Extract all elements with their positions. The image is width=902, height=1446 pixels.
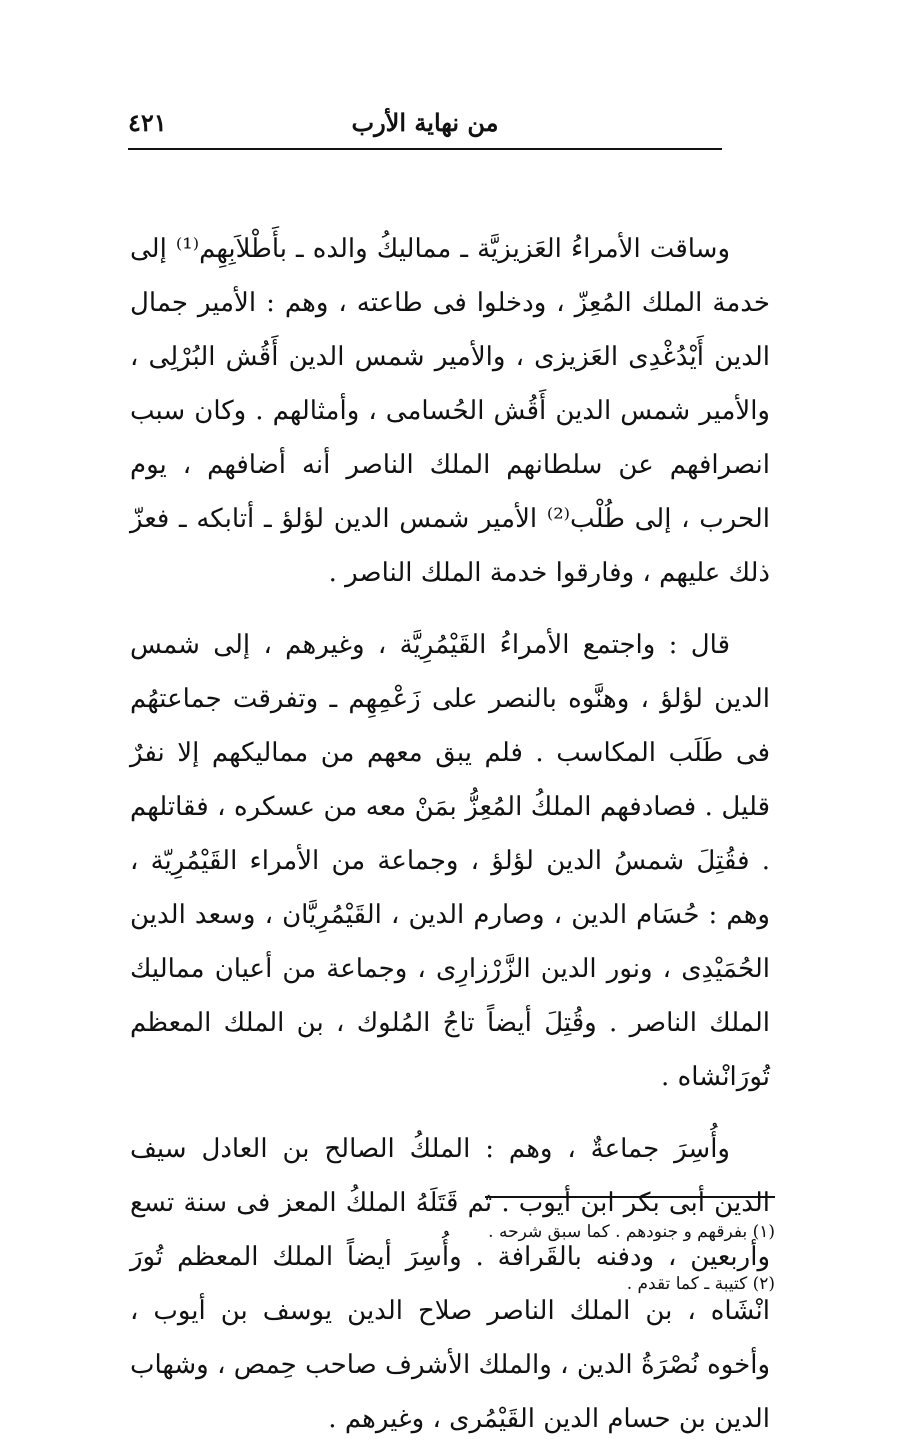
footnotes xyxy=(440,1206,775,1310)
paragraph-1: وساقت الأمراءُ العَزيزيَّة ـ مماليكُ والده ـ بأَطْلاَبِهِم⁽¹⁾ إلى خدمة الملك المُعِزّ ، ودخلوا فى طاعته ، وهم : الأمير جمال الدين أَيْدُغْدِى العَزيزى ، والأمير شمس الدين أَقُش البُرْلِى ، والأمير شمس الدين أَقُش الحُسامى ، وأمثالهم . وكان سبب انصرافهم عن سلطانهم الملك الناصر أنه أضافهم ، يوم الحرب ، إلى طُلْب⁽²⁾ الأمير شمس الدين لؤلؤ ـ أتابكه ـ فعزّ ذلك عليهم ، وفارقوا خدمة الملك الناصر . xyxy=(130,234,770,588)
footnote-1: (١) بفرقهم و جنودهم . كما سبق شرحه . xyxy=(488,1222,775,1242)
header-rule xyxy=(128,148,722,150)
footnote-rule xyxy=(485,1196,775,1198)
running-title: من نهاية الأرب xyxy=(351,108,499,137)
paragraph-2: قال : واجتمع الأمراءُ القَيْمُرِيَّة ، وغيرهم ، إلى شمس الدين لؤلؤ ، وهنَّوه بالنصر على زَعْمِهِم ـ وتفرقت جماعتهُم فى طَلَب المكاسب . فلم يبق معهم من مماليكهم إلا نفرٌ قليل . فصادفهم الملكُ المُعِزُّ بمَنْ معه من عسكره ، فقاتلهم . فقُتِلَ شمسُ الدين لؤلؤ ، وجماعة من الأمراء القَيْمُرِيّة ، وهم : حُسَام الدين ، وصارم الدين ، القَيْمُرِيَّان ، وسعد الدين الحُمَيْدِى ، ونور الدين الزَّرْزارِى ، وجماعة من أعيان مماليك الملك الناصر . وقُتِلَ أيضاً تاجُ المُلوك ، بن الملك المعظم تُورَانْشاه . xyxy=(130,630,770,1092)
footnote-2: (٢) كتيبة ـ كما تقدم . xyxy=(626,1274,775,1294)
page-number: ٤٢١ xyxy=(128,108,167,137)
page-header xyxy=(128,100,722,144)
paragraph-3: وأُسِرَ جماعةٌ ، وهم : الملكُ الصالح بن العادل سيف الدين أبى بكر ابن أيوب . ثم قَتَلَهُ الملكُ المعز فى سنة تسع وأربعين ، ودفنه بالقَرافة . وأُسِرَ أيضاً الملك المعظم تُورَ انْشَاه ، بن الملك الناصر صلاح الدين يوسف بن أيوب ، وأخوه نُصْرَةُ الدين ، والملك الأشرف صاحب حِمص ، وشهاب الدين بن حسام الدين القَيْمُرى ، وغيرهم . xyxy=(130,1134,770,1434)
